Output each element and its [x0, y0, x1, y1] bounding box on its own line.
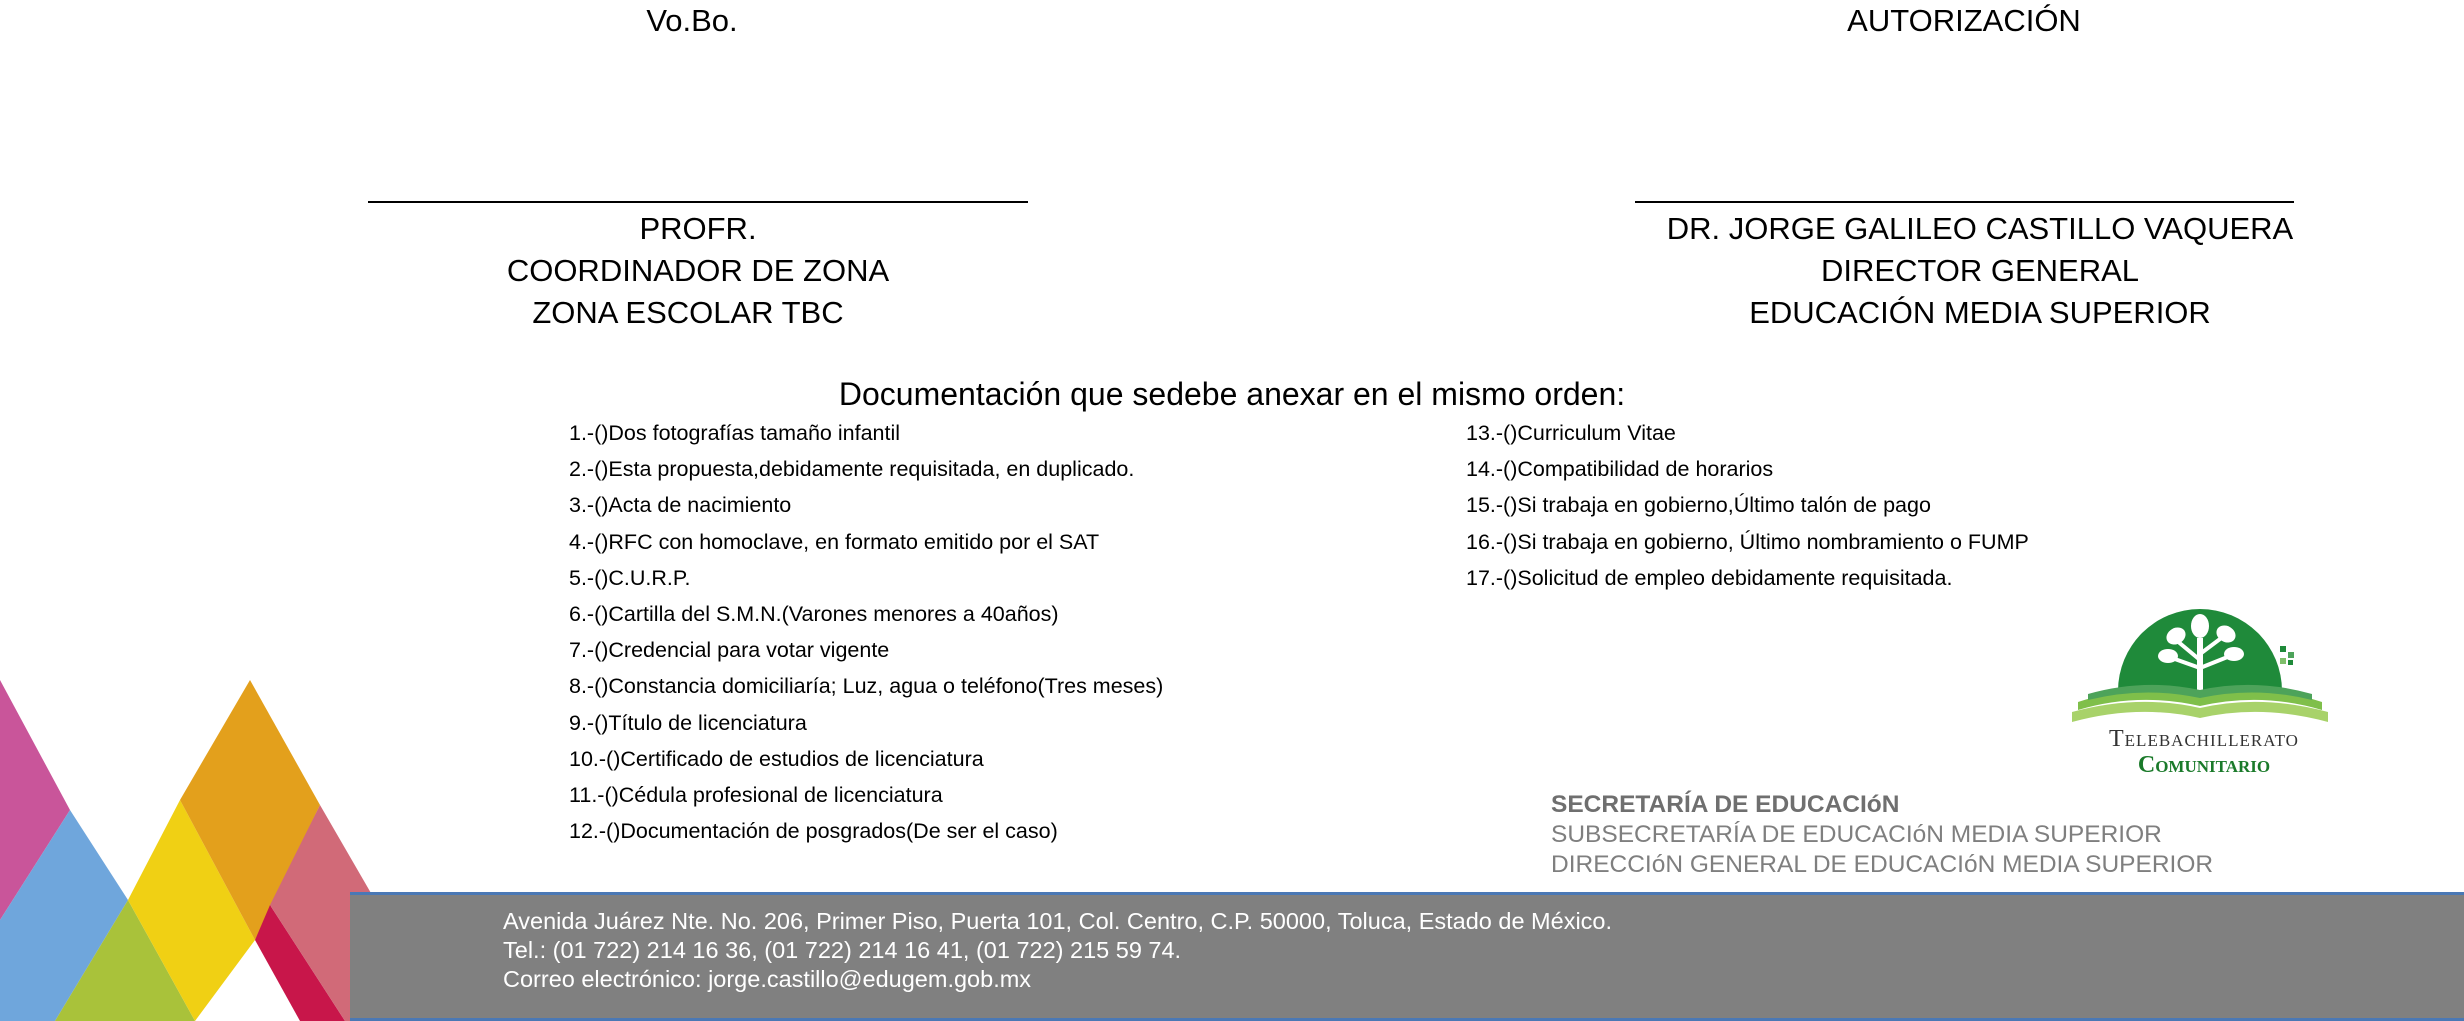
- list-item: 4.-()RFC con homoclave, en formato emitido por el SAT: [569, 529, 1100, 554]
- footer-phones: Tel.: (01 722) 214 16 36, (01 722) 214 16 41, (01 722) 215 59 74.: [503, 937, 1182, 963]
- secretaria-line3: DIRECCIóN GENERAL DE EDUCACIóN MEDIA SUPERIOR: [1551, 851, 2214, 878]
- list-item: 7.-()Credencial para votar vigente: [569, 638, 890, 663]
- footer-email: Correo electrónico: jorge.castillo@edugem.gob.mx: [503, 966, 1032, 992]
- list-item: 1.-()Dos fotografías tamaño infantil: [569, 421, 901, 445]
- secretaria-block: [1551, 790, 2213, 880]
- logo-line1: Telebachillerato: [2109, 726, 2299, 752]
- list-item: 13.-()Curriculum Vitae: [1466, 421, 1676, 445]
- list-item: 8.-()Constancia domiciliaría; Luz, agua o teléfono(Tres meses): [569, 674, 1164, 699]
- documentation-list-right: [1466, 415, 2029, 596]
- signature-right-title: DR. JORGE GALILEO CASTILLO VAQUERA: [1666, 211, 2294, 246]
- decorative-triangles: [0, 0, 460, 1021]
- documentation-title: Documentación que sedebe anexar en el mismo orden:: [838, 376, 1626, 412]
- signature-left-title: PROFR.: [639, 211, 757, 246]
- list-item: 11.-()Cédula profesional de licenciatura: [569, 782, 943, 807]
- secretaria-line1: SECRETARÍA DE EDUCACIóN: [1551, 791, 1900, 818]
- secretaria-line2: SUBSECRETARÍA DE EDUCACIóN MEDIA SUPERIOR: [1551, 821, 2162, 848]
- list-item: 9.-()Título de licenciatura: [569, 710, 807, 735]
- list-item: 6.-()Cartilla del S.M.N.(Varones menores a 40años): [569, 601, 1059, 626]
- list-item: 3.-()Acta de nacimiento: [569, 493, 792, 518]
- signature-left-unit: ZONA ESCOLAR TBC: [532, 295, 844, 330]
- list-item: 16.-()Si trabaja en gobierno, Último nombramiento o FUMP: [1466, 529, 2029, 554]
- documentation-list-left: [569, 415, 1163, 849]
- list-item: 15.-()Si trabaja en gobierno,Último talón de pago: [1466, 493, 1931, 518]
- list-item: 12.-()Documentación de posgrados(De ser el caso): [569, 819, 1058, 844]
- signature-right-role: DIRECTOR GENERAL: [1820, 253, 2140, 288]
- list-item: 17.-()Solicitud de empleo debidamente requisitada.: [1466, 565, 1953, 590]
- list-item: 5.-()C.U.R.P.: [569, 565, 691, 590]
- signature-left-heading: Vo.Bo.: [646, 3, 738, 38]
- signature-right-line: [1635, 201, 2294, 203]
- signature-right-block: [1600, 208, 2360, 334]
- signature-left-role: COORDINADOR DE ZONA: [506, 253, 890, 288]
- signature-left-block: [428, 208, 968, 334]
- logo-line2: Comunitario: [2137, 752, 2271, 778]
- list-item: 14.-()Compatibilidad de horarios: [1466, 457, 1774, 482]
- signature-left-line: [368, 201, 1028, 203]
- signature-right-heading: AUTORIZACIÓN: [1847, 3, 2081, 38]
- tree-book-logo-icon: [2068, 596, 2340, 726]
- list-item: 2.-()Esta propuesta,debidamente requisitada, en duplicado.: [569, 457, 1135, 482]
- footer-address: Avenida Juárez Nte. No. 206, Primer Piso, Puerta 101, Col. Centro, C.P. 50000, Toluca, Estado de México.: [503, 908, 1613, 934]
- list-item: 10.-()Certificado de estudios de licenciatura: [569, 746, 984, 771]
- telebachillerato-logo: [2068, 596, 2340, 782]
- signature-right-unit: EDUCACIÓN MEDIA SUPERIOR: [1749, 295, 2211, 330]
